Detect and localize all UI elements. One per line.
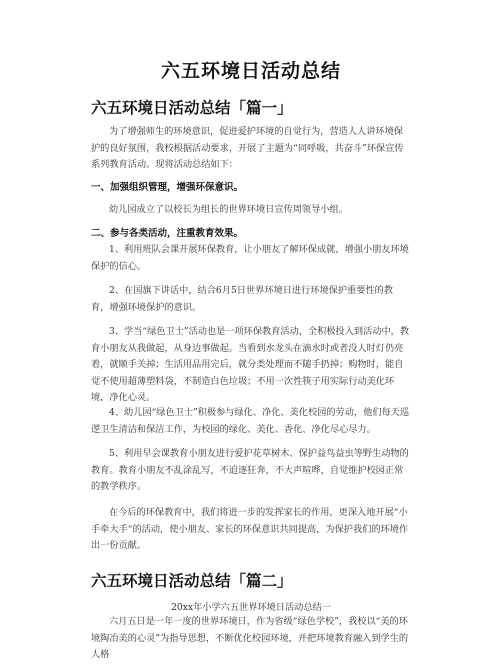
list-item-3: 3、学当“绿色卫士”活动也是一项环保教育活动，全积极投入到活动中，教育小朋友从我做起，从身边事做起。当看到水龙头在滴水时或者没人时灯仍亮着，就顺手关掉；生活用品用完后，就分类处理而不随手扔掉；购物时，能自觉不使用超薄塑料袋，不制造白色垃圾；不用一次性筷子用实际行动美化环境，净化心灵。	[91, 326, 410, 403]
list-item-5: 5、利用早会课教育小朋友进行爱护花草树木、保护益鸟益虫等野生动物的教育。教育小朋友不乱涂乱写，不追逐狂奔，不大声喧哗，自觉维护校园正常的教学秩序。	[91, 448, 409, 492]
subheading-2: 二、参与各类活动，注重教育效果。	[91, 228, 244, 239]
paragraph-closing: 在今后的环保教育中，我们将进一步的发挥家长的作用，更深入地开展“小手牵大手“的活动，使小朋友、家长的环保意识共同提高，为保护我们的环境作出一份贡献。	[91, 507, 409, 551]
paragraph-section2: 六月五日是一年一度的世界环境日，作为省级“绿色学校”，我校以“美的环境陶冶美的心灵”为指导思想，不断优化校园环境，并把环境教育融入到学生的人格	[91, 616, 409, 660]
paragraph-intro: 为了增强师生的环境意识，促进爱护环境的自觉行为，营造人人讲环境保护的良好氛围，我校根据活动要求，开展了主题为“同呼吸，共奋斗”环保宣传系列教育活动。现将活动总结如下：	[91, 126, 404, 170]
subheading-1: 一、加强组织管理，增强环保意识。	[91, 182, 244, 193]
section-subtitle: 20xx年小学六五世界环境日活动总结一	[171, 602, 331, 613]
page-title: 六五环境日活动总结	[160, 60, 341, 82]
section-heading-1: 六五环境日活动总结「篇一」	[91, 99, 293, 117]
paragraph-1: 幼儿园成立了以校长为组长的世界环境日宣传周领导小组。	[109, 204, 348, 215]
list-item-4: 4、幼儿园“绿色卫士”积极参与绿化、净化、美化校园的劳动，他们每天巡逻卫生清洁和保洁工作，为校园的绿化、美化、香化、净化尽心尽力。	[91, 407, 410, 435]
list-item-2: 2、在国旗下讲话中，结合6月5日世界环境日进行环境保护重要性的教育，增强环境保护的意识。	[91, 285, 393, 313]
list-item-1: 1、利用班队会课开展环保教育，让小朋友了解环保成就，增强小朋友环境保护的信心。	[91, 244, 409, 272]
section-heading-2: 六五环境日活动总结「篇二」	[91, 572, 293, 590]
